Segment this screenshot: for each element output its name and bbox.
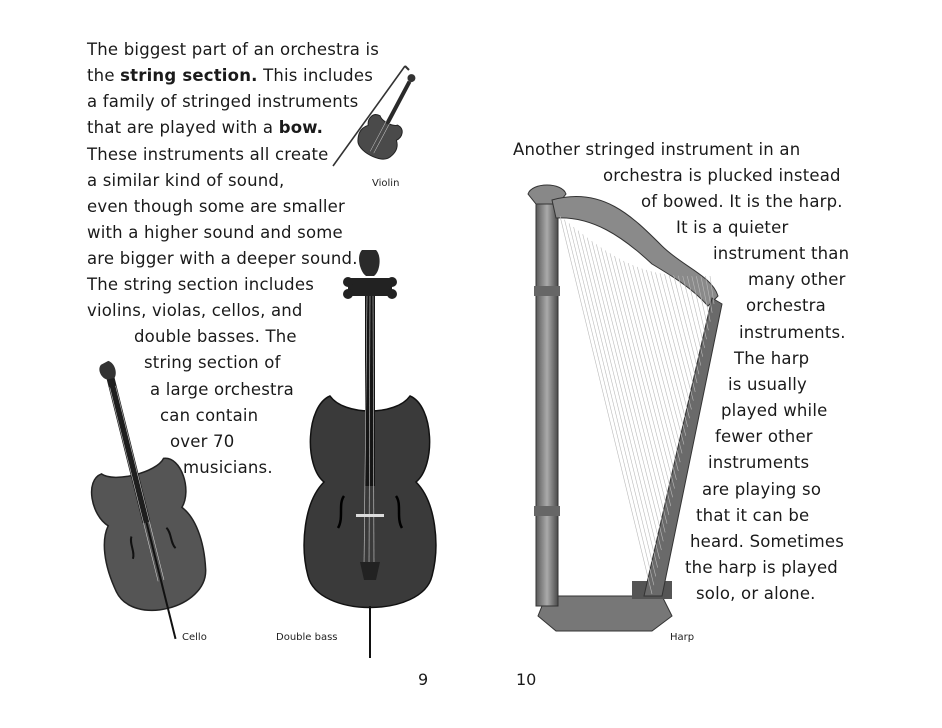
page-number-left: 9 bbox=[418, 670, 429, 689]
text-line: violins, violas, cellos, and bbox=[87, 301, 303, 320]
harp-string bbox=[605, 250, 670, 506]
text-line: a family of stringed instruments bbox=[87, 92, 359, 111]
term-string-section: string section. bbox=[120, 66, 258, 85]
text-line: even though some are smaller bbox=[87, 197, 345, 216]
text-line: are playing so bbox=[702, 480, 822, 499]
text-line: double basses. The bbox=[134, 327, 297, 346]
text-line: with a higher sound and some bbox=[87, 223, 343, 242]
harp-string bbox=[592, 241, 665, 532]
text-line: the string section. This includes bbox=[87, 66, 374, 85]
harp-caption: Harp bbox=[670, 632, 695, 643]
text-line: over 70 bbox=[170, 432, 235, 451]
harp-string bbox=[596, 244, 667, 523]
text-line: played while bbox=[721, 401, 828, 420]
text-line: many other bbox=[748, 270, 846, 289]
text-line: that are played with a bow. bbox=[87, 118, 324, 137]
cello-illustration bbox=[82, 352, 212, 662]
harp-string bbox=[651, 271, 690, 418]
text-line: solo, or alone. bbox=[696, 584, 816, 603]
text-line: can contain bbox=[160, 406, 259, 425]
text-line: The harp bbox=[734, 349, 810, 368]
text-line: that it can be bbox=[696, 506, 810, 525]
text-line: string section of bbox=[144, 353, 281, 372]
text-line: The string section includes bbox=[87, 275, 314, 294]
text-line: orchestra bbox=[746, 296, 826, 315]
harp-string bbox=[624, 261, 679, 471]
page-number-right: 10 bbox=[516, 670, 537, 689]
text-line: instrument than bbox=[713, 244, 850, 263]
text-line: instruments bbox=[708, 453, 810, 472]
cello-caption: Cello bbox=[182, 632, 207, 643]
harp-string bbox=[665, 274, 696, 392]
double-bass-illustration bbox=[300, 246, 440, 662]
text-line: orchestra is plucked instead bbox=[603, 166, 841, 185]
text-line: a large orchestra bbox=[150, 380, 294, 399]
text-line: are bigger with a deeper sound. bbox=[87, 249, 358, 268]
text-line: instruments. bbox=[739, 323, 846, 342]
harp-string bbox=[633, 265, 682, 453]
harp-string bbox=[660, 273, 693, 400]
text-line: is usually bbox=[728, 375, 807, 394]
text-line: heard. Sometimes bbox=[690, 532, 845, 551]
text-line: It is a quieter bbox=[676, 218, 789, 237]
harp-string bbox=[578, 231, 659, 559]
harp-illustration bbox=[512, 176, 732, 646]
term-bow: bow. bbox=[278, 118, 324, 137]
text-line: These instruments all create bbox=[87, 145, 329, 164]
harp-string bbox=[560, 216, 652, 594]
double-bass-caption: Double bass bbox=[276, 632, 338, 643]
text-line: fewer other bbox=[715, 427, 813, 446]
violin-caption: Violin bbox=[372, 178, 400, 189]
violin-illustration bbox=[325, 62, 425, 174]
text-line: musicians. bbox=[183, 458, 273, 477]
text-line: of bowed. It is the harp. bbox=[641, 192, 843, 211]
harp-string bbox=[615, 256, 675, 489]
text-line: a similar kind of sound, bbox=[87, 171, 285, 190]
text-line: The biggest part of an orchestra is bbox=[87, 40, 380, 59]
harp-string bbox=[642, 269, 686, 436]
harp-string bbox=[574, 227, 658, 568]
harp-string bbox=[569, 223, 656, 576]
text-line: the harp is played bbox=[685, 558, 838, 577]
text-line: Another stringed instrument in an bbox=[513, 140, 801, 159]
